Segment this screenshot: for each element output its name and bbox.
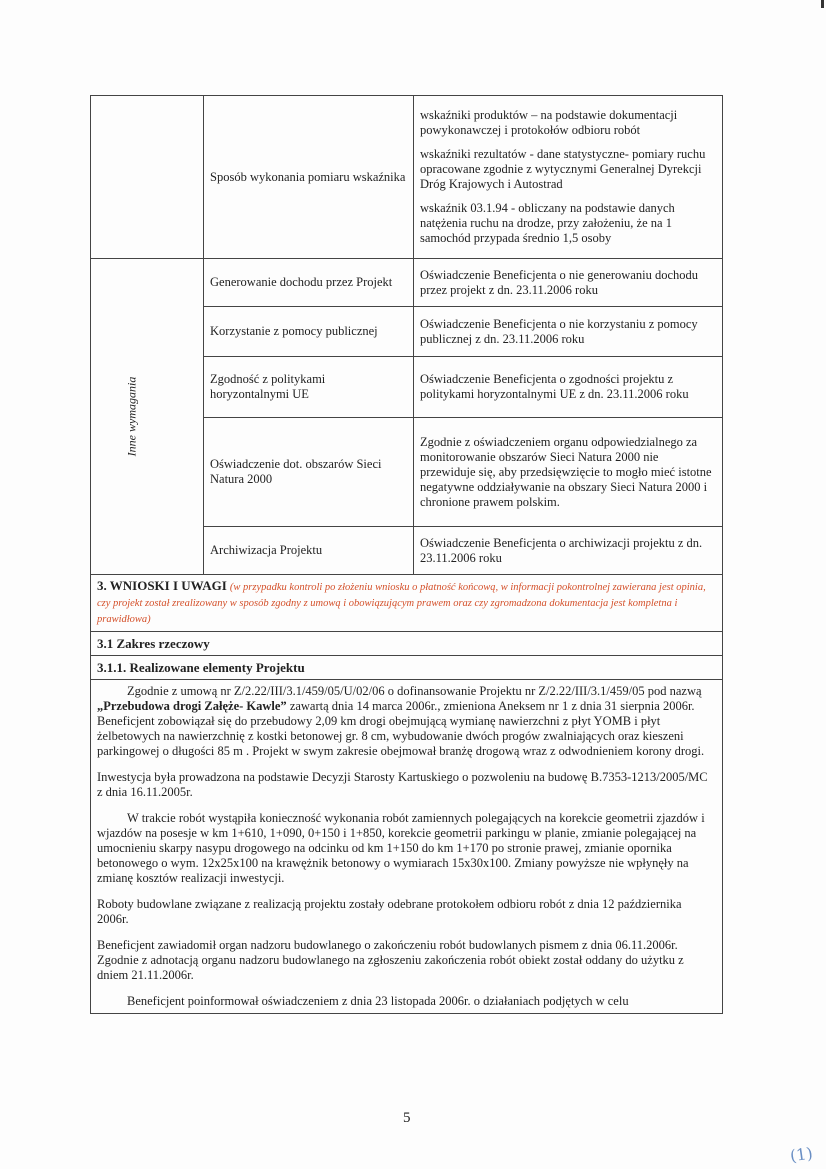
requirement-value: Oświadczenie Beneficjenta o archiwizacji projektu z dn. 23.11.2006 roku [414,527,723,575]
handwritten-margin-mark: (1) [788,1143,814,1166]
body-paragraph: Roboty budowlane związane z realizacją projektu zostały odebrane protokołem odbioru robót z dnia 12 października 2006r. [97,897,682,926]
body-text-span: Zgodnie z umową nr Z/2.22/III/3.1/459/05/U/02/06 o dofinansowanie Projektu nr Z/2.22/III/3.1/459/05 pod nazwą [127,684,702,698]
requirement-value: Oświadczenie Beneficjenta o nie generowaniu dochodu przez projekt z dn. 23.11.2006 roku [414,259,723,307]
requirement-label: Korzystanie z pomocy publicznej [204,307,414,357]
report-table [90,95,723,1014]
measurement-paragraph: wskaźniki rezultatów - dane statystyczne- pomiary ruchu opracowane zgodnie z wytycznymi Generalnej Dyrekcji Dróg Krajowych i Autostrad [420,147,706,191]
other-requirements-label: Inne wymagania [124,376,139,457]
requirement-label: Generowanie dochodu przez Projekt [204,259,414,307]
requirement-label: Oświadczenie dot. obszarów Sieci Natura 2000 [204,418,414,527]
empty-group-cell [91,96,204,259]
section3-header-row [91,575,723,632]
body-text-cell [91,680,723,1014]
project-name: „Przebudowa drogi Załęże- Kawle” [97,699,287,713]
requirement-row [91,259,723,307]
other-requirements-group [91,259,204,575]
section3-note: (w przypadku kontroli po złożeniu wniosku o płatność końcową, w informacji pokontrolnej zawierana jest opinia, czy projekt został zrealizowany w sposób zgodny z umową i obowiązującym prawem oraz czy zgromadzona dokumentacja jest kompletna i prawidłowa) [97,582,706,625]
body-row [91,680,723,1014]
body-paragraph: Beneficjent zawiadomił organ nadzoru budowlanego o zakończeniu robót budowlanych pismem z dnia 06.11.2006r. Zgodnie z adnotacją organu nadzoru budowlanego na zgłoszeniu zakończenia robót obiekt został oddany do użytku z dniem 21.11.2006r. [97,938,684,982]
measurement-method-label: Sposób wykonania pomiaru wskaźnika [204,96,414,259]
requirement-label: Zgodność z politykami horyzontalnymi UE [204,357,414,418]
requirement-label: Archiwizacja Projektu [204,527,414,575]
requirement-value: Zgodnie z oświadczeniem organu odpowiedzialnego za monitorowanie obszarów Sieci Natura 2000 nie przewiduje się, aby przedsięwzięcie to mogło mieć istotne negatywne oddziaływanie na obszary Sieci Natura 2000 i chronione prawem polskim. [414,418,723,527]
subsection-3-1-1-heading: 3.1.1. Realizowane elementy Projektu [91,656,723,680]
scan-corner-mark [821,0,824,8]
measurement-paragraph: wskaźnik 03.1.94 - obliczany na podstawie danych natężenia ruchu na drodze, przy założeniu, że na 1 samochód przypada średnio 1,5 osoby [420,201,675,245]
section3-title: 3. WNIOSKI I UWAGI [97,578,227,593]
page-number: 5 [403,1110,411,1126]
measurement-method-value [414,96,723,259]
body-text-span: zawartą dnia 14 marca 2006r., zmieniona Aneksem nr 1 z dnia 31 sierpnia 2006r. Beneficjent zobowiązał się do przebudowy 2,09 km drogi obejmującą wymianę nawierzchni z płyt YOMB i płyt żelbetowych na nawierzchnię z kostki betonowej gr. 8 cm, wybudowanie dwóch progów zwalniających oraz kieszeni parkingowej o długości 85 m . Projekt w swym zakresie obejmował branżę drogową wraz z odwodnieniem korony drogi. [97,699,705,758]
subsection-row [91,632,723,656]
requirement-value: Oświadczenie Beneficjenta o nie korzystaniu z pomocy publicznej z dn. 23.11.2006 roku [414,307,723,357]
section3-header [91,575,723,632]
subsection-3-1-heading: 3.1 Zakres rzeczowy [91,632,723,656]
measurement-method-row [91,96,723,259]
measurement-paragraph: wskaźniki produktów – na podstawie dokumentacji powykonawczej i protokołów odbioru robót [420,108,678,137]
body-paragraph: Inwestycja była prowadzona na podstawie Decyzji Starosty Kartuskiego o pozwoleniu na budowę B.7353-1213/2005/MC z dnia 16.11.2005r. [97,770,708,799]
body-paragraph [97,684,716,759]
requirement-value: Oświadczenie Beneficjenta o zgodności projektu z politykami horyzontalnymi UE z dn. 23.11.2006 roku [414,357,723,418]
subsection-row [91,656,723,680]
body-paragraph: Beneficjent poinformował oświadczeniem z dnia 23 listopada 2006r. o działaniach podjętych w celu [127,994,629,1008]
body-paragraph: W trakcie robót wystąpiła konieczność wykonania robót zamiennych polegających na korekcie geometrii zjazdów i wjazdów na posesje w km 1+610, 1+090, 0+150 i 1+850, korekcie geometrii parkingu w planie, zmianie polegającej na umocnieniu skarpy nasypu drogowego na odcinku od km 1+150 do km 1+170 po stronie prawej, zmianie opornika betonowego o wym. 12x25x100 na krawężnik betonowy o wymiarach 15x30x100. Zmiany powyższe nie wpłynęły na zmianę kosztów realizacji inwestycji. [97,811,705,885]
